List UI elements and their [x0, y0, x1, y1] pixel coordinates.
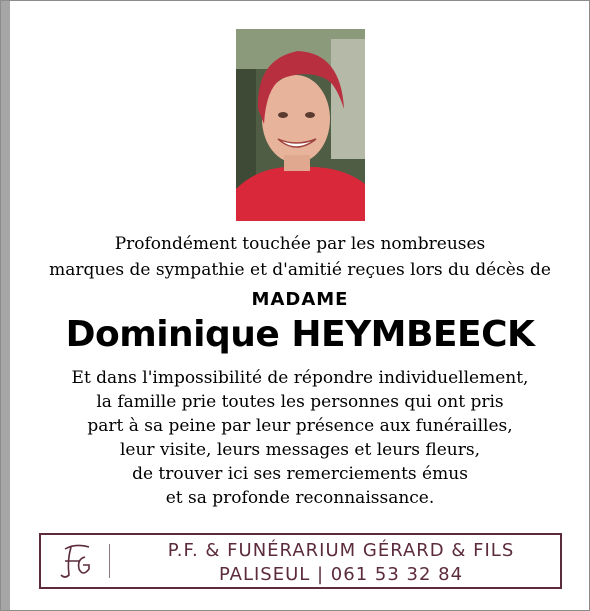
intro-line: marques de sympathie et d'amitié reçues lors du décès de — [49, 260, 551, 280]
banner-divider — [109, 544, 110, 578]
portrait-illustration — [236, 29, 365, 221]
thanks-line: la famille prie toutes les personnes qui ont pris — [96, 392, 504, 412]
deceased-name: Dominique HEYMBEECK — [65, 314, 535, 355]
funeral-home-contact: PALISEUL | 061 53 32 84 — [218, 564, 464, 585]
thanks-line: de trouver ici ses remerciements émus — [132, 464, 468, 484]
intro-text — [40, 231, 560, 283]
thanks-line: Et dans l'impossibilité de répondre individuellement, — [71, 368, 529, 388]
thanks-line: et sa profonde reconnaissance. — [165, 488, 435, 508]
funeral-home-name: P.F. & FUNÉRARIUM GÉRARD & FILS — [167, 540, 515, 561]
honorific-title: MADAME — [251, 289, 349, 310]
thanks-line: part à sa peine par leur présence aux funérailles, — [87, 416, 513, 436]
portrait-photo — [236, 29, 365, 221]
fg-monogram-logo — [55, 541, 99, 581]
left-margin-bar — [1, 1, 10, 610]
thanks-text — [40, 366, 560, 510]
thanks-line: leur visite, leurs messages et leurs fleurs, — [119, 440, 480, 460]
intro-line: Profondément touchée par les nombreuses — [114, 234, 486, 254]
funeral-home-banner — [39, 533, 562, 589]
